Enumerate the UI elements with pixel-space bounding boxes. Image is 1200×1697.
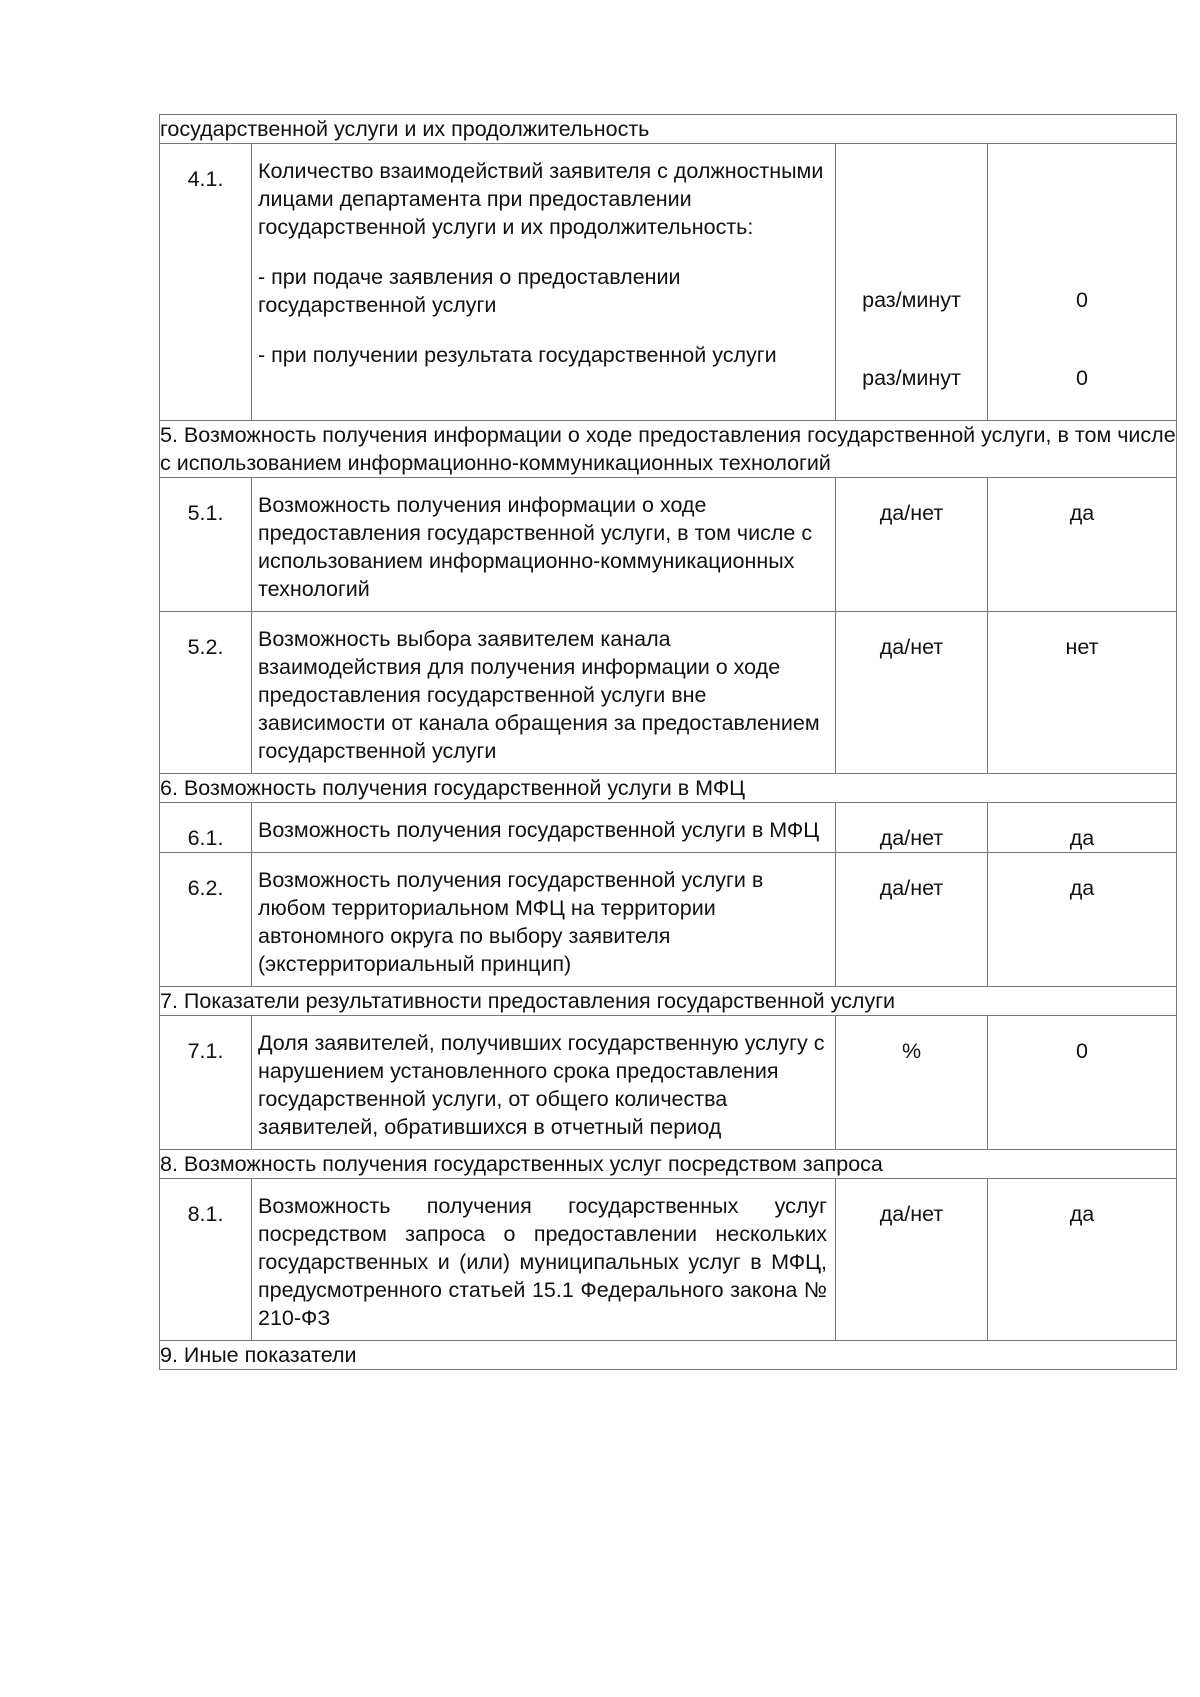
- row-value: да: [988, 853, 1177, 987]
- row-description: Возможность выбора заявителем канала взаимодействия для получения информации о ходе предоставления государственной услуги вне зависимости от канала обращения за предоставлением государственной услуги: [252, 612, 836, 774]
- row-unit: да/нет: [836, 1179, 988, 1341]
- row-description-main: Количество взаимодействий заявителя с должностными лицами департамента при предоставлении государственной услуги и их продолжительность:: [258, 159, 824, 239]
- row-unit-sub-1: раз/минут: [862, 288, 961, 312]
- row-description: [252, 144, 836, 421]
- row-value-sub-1: 0: [1076, 288, 1088, 312]
- row-number: 5.2.: [160, 612, 252, 774]
- row-unit: %: [836, 1016, 988, 1150]
- section-heading: 9. Иные показатели: [160, 1341, 1177, 1370]
- row-unit: да/нет: [836, 478, 988, 612]
- table-row-section-6: [160, 774, 1177, 803]
- row-number: 5.1.: [160, 478, 252, 612]
- section-heading: 6. Возможность получения государственной услуги в МФЦ: [160, 774, 1177, 803]
- table-row-6-2: [160, 853, 1177, 987]
- row-unit: да/нет: [836, 803, 988, 853]
- row-description: Возможность получения государственной услуги в МФЦ: [252, 803, 836, 853]
- row-value: да: [988, 803, 1177, 853]
- table-row-4-1: [160, 144, 1177, 421]
- table-row-5-1: [160, 478, 1177, 612]
- table-row-7-1: [160, 1016, 1177, 1150]
- row-unit-sub-2: раз/минут: [862, 366, 961, 390]
- row-value-sub-2: 0: [1076, 366, 1088, 390]
- indicators-table: [159, 114, 1177, 1370]
- section-heading: 8. Возможность получения государственных услуг посредством запроса: [160, 1150, 1177, 1179]
- row-value: нет: [988, 612, 1177, 774]
- row-value: да: [988, 478, 1177, 612]
- row-number: 6.1.: [160, 803, 252, 853]
- table-row-section-8: [160, 1150, 1177, 1179]
- row-unit: да/нет: [836, 612, 988, 774]
- row-description: Возможность получения государственных услуг посредством запроса о предоставлении нескольких государственных и (или) муниципальных услуг в МФЦ, предусмотренного статьей 15.1 Федерального закона № 210-ФЗ: [252, 1179, 836, 1341]
- row-number: 7.1.: [160, 1016, 252, 1150]
- row-value: да: [988, 1179, 1177, 1341]
- table-row-6-1: [160, 803, 1177, 853]
- table-row-section-9: [160, 1341, 1177, 1370]
- section-heading: 7. Показатели результативности предоставления государственной услуги: [160, 987, 1177, 1016]
- row-description-sub-1: - при подаче заявления о предоставлении государственной услуги: [258, 265, 681, 317]
- row-unit: да/нет: [836, 853, 988, 987]
- table-row-8-1: [160, 1179, 1177, 1341]
- row-value: [988, 144, 1177, 421]
- row-number: 6.2.: [160, 853, 252, 987]
- table-row-5-2: [160, 612, 1177, 774]
- table-row-section-7: [160, 987, 1177, 1016]
- section-heading: государственной услуги и их продолжительность: [160, 115, 1177, 144]
- row-description: Доля заявителей, получивших государственную услугу с нарушением установленного срока предоставления государственной услуги, от общего количества заявителей, обратившихся в отчетный период: [252, 1016, 836, 1150]
- row-description-sub-2: - при получении результата государственной услуги: [258, 343, 777, 367]
- row-number: 8.1.: [160, 1179, 252, 1341]
- row-number: 4.1.: [160, 144, 252, 421]
- table-row-section-5: [160, 421, 1177, 478]
- row-description: Возможность получения информации о ходе предоставления государственной услуги, в том числе с использованием информационно-коммуникационных технологий: [252, 478, 836, 612]
- row-description: Возможность получения государственной услуги в любом территориальном МФЦ на территории автономного округа по выбору заявителя (экстерриториальный принцип): [252, 853, 836, 987]
- table-row-continuation: [160, 115, 1177, 144]
- section-heading: 5. Возможность получения информации о ходе предоставления государственной услуги, в том числе с использованием информационно-коммуникационных технологий: [160, 421, 1177, 478]
- row-value: 0: [988, 1016, 1177, 1150]
- row-unit: [836, 144, 988, 421]
